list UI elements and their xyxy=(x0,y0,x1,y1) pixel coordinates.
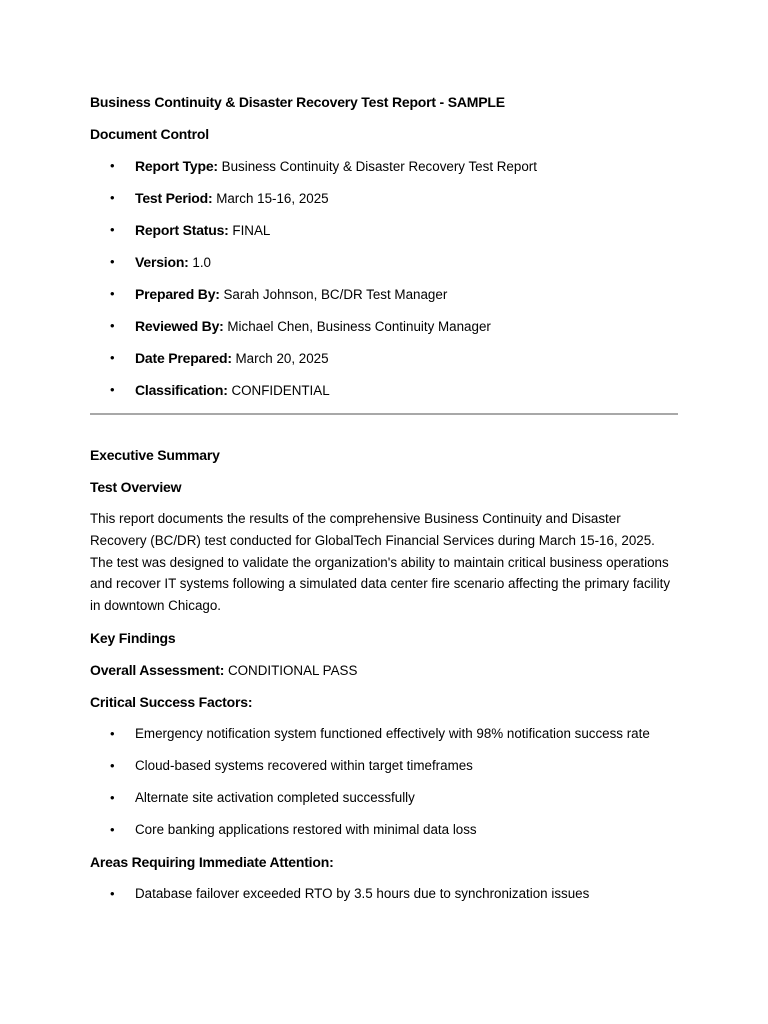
list-item-text: Alternate site activation completed successfully xyxy=(135,790,415,805)
item-label: Report Status: xyxy=(135,222,229,238)
list-item-text: Emergency notification system functioned effectively with 98% notification success rate xyxy=(135,726,650,741)
bullet: • xyxy=(110,822,115,837)
horizontal-rule xyxy=(90,413,678,415)
bullet: • xyxy=(110,318,115,333)
bullet: • xyxy=(110,886,115,901)
list-item xyxy=(90,820,678,840)
test-overview-paragraph: This report documents the results of the comprehensive Business Continuity and Disaster Recovery (BC/DR) test conducted for GlobalTech Financial Services during March 15-16, 2025. The test was designed to validate the organization's ability to maintain critical business operations and recover IT systems following a simulated data center fire scenario affecting the primary facility in downtown Chicago. xyxy=(90,511,671,614)
critical-success-heading: Critical Success Factors: xyxy=(90,694,253,710)
list-item xyxy=(90,316,678,336)
list-item xyxy=(90,756,678,776)
key-findings-heading: Key Findings xyxy=(90,630,176,646)
bullet: • xyxy=(110,758,115,773)
item-label: Version: xyxy=(135,254,189,270)
bullet: • xyxy=(110,726,115,741)
bullet: • xyxy=(110,190,115,205)
list-item xyxy=(90,156,678,176)
document-control-heading: Document Control xyxy=(90,126,209,142)
test-overview-heading: Test Overview xyxy=(90,479,182,495)
bullet: • xyxy=(110,790,115,805)
item-label: Reviewed By: xyxy=(135,318,224,334)
document-title: Business Continuity & Disaster Recovery Test Report - SAMPLE xyxy=(90,94,505,110)
item-label: Classification: xyxy=(135,382,228,398)
item-label: Report Type: xyxy=(135,158,218,174)
list-item xyxy=(90,220,678,240)
list-item xyxy=(90,252,678,272)
attention-heading: Areas Requiring Immediate Attention: xyxy=(90,854,334,870)
item-value: CONFIDENTIAL xyxy=(231,383,330,398)
list-item-text: Core banking applications restored with minimal data loss xyxy=(135,822,477,837)
bullet: • xyxy=(110,222,115,237)
overall-assessment-value: CONDITIONAL PASS xyxy=(227,663,358,678)
item-value: FINAL xyxy=(232,223,271,238)
item-label: Date Prepared: xyxy=(135,350,232,366)
bullet: • xyxy=(110,158,115,173)
list-item xyxy=(90,188,678,208)
overall-assessment xyxy=(90,660,357,681)
item-label: Prepared By: xyxy=(135,286,220,302)
list-item xyxy=(90,788,678,808)
item-value: March 15-16, 2025 xyxy=(216,191,329,206)
item-label: Test Period: xyxy=(135,190,213,206)
list-item xyxy=(90,284,678,304)
overall-assessment-label: Overall Assessment: xyxy=(90,662,225,678)
item-value: Sarah Johnson, BC/DR Test Manager xyxy=(223,287,448,302)
bullet: • xyxy=(110,254,115,269)
list-item xyxy=(90,380,678,400)
bullet: • xyxy=(110,382,115,397)
bullet: • xyxy=(110,350,115,365)
executive-summary-heading: Executive Summary xyxy=(90,447,220,463)
bullet: • xyxy=(110,286,115,301)
item-value: Business Continuity & Disaster Recovery Test Report xyxy=(221,159,537,174)
list-item xyxy=(90,348,678,368)
list-item xyxy=(90,884,678,904)
item-value: March 20, 2025 xyxy=(235,351,329,366)
item-value: 1.0 xyxy=(192,255,212,270)
list-item xyxy=(90,724,678,744)
list-item-text: Database failover exceeded RTO by 3.5 hours due to synchronization issues xyxy=(135,886,590,901)
list-item-text: Cloud-based systems recovered within target timeframes xyxy=(135,758,473,773)
item-value: Michael Chen, Business Continuity Manager xyxy=(227,319,491,334)
